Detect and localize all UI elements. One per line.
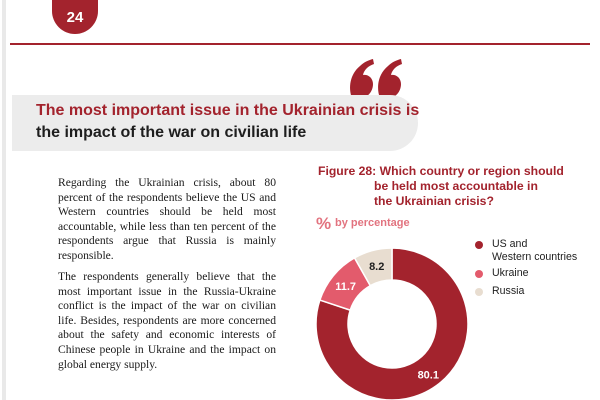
header-rule xyxy=(10,43,590,45)
legend-swatch xyxy=(475,241,483,249)
quote-mark-icon xyxy=(348,54,404,100)
unit-label: by percentage xyxy=(335,217,410,229)
page-number-badge: 24 xyxy=(52,0,98,34)
donut-data-label-3: 8.2 xyxy=(369,260,385,273)
headline-title: The most important issue in the Ukrainian crisis is xyxy=(36,102,420,119)
page-edge-shadow xyxy=(2,0,6,400)
legend-label: Russia xyxy=(492,285,525,297)
figure-title-line-3: the Ukrainian crisis? xyxy=(374,194,494,208)
legend-swatch xyxy=(475,288,483,296)
legend-label: Ukraine xyxy=(492,267,529,279)
body-paragraph-1: Regarding the Ukrainian crisis, about 80 percent of the respondents believe the US and Western countries should be held most accountable, while less than ten percent of the respondents argue that Russia is mainly responsible. xyxy=(58,176,276,262)
legend-label: US and Western countries xyxy=(492,238,578,263)
legend-swatch xyxy=(475,270,483,278)
donut-chart xyxy=(300,230,500,400)
figure-title-line-2: be held most accountable in xyxy=(374,179,538,193)
donut-data-label-2: 11.7 xyxy=(335,280,357,293)
percent-icon: % xyxy=(316,214,332,233)
headline-subtitle: the impact of the war on civilian life xyxy=(36,124,307,141)
figure-title xyxy=(318,164,588,209)
donut-data-label-1: 80.1 xyxy=(417,369,439,382)
figure-title-line-1: Figure 28: Which country or region should xyxy=(318,164,564,178)
body-paragraph-2: The respondents generally believe that the most important issue in the Russia-Ukraine conflict is the impact of the war on civilian life. Besides, respondents are more concerned about the safety and economic interests of Chinese people in Ukraine and the impact on global energy supply. xyxy=(58,270,276,371)
